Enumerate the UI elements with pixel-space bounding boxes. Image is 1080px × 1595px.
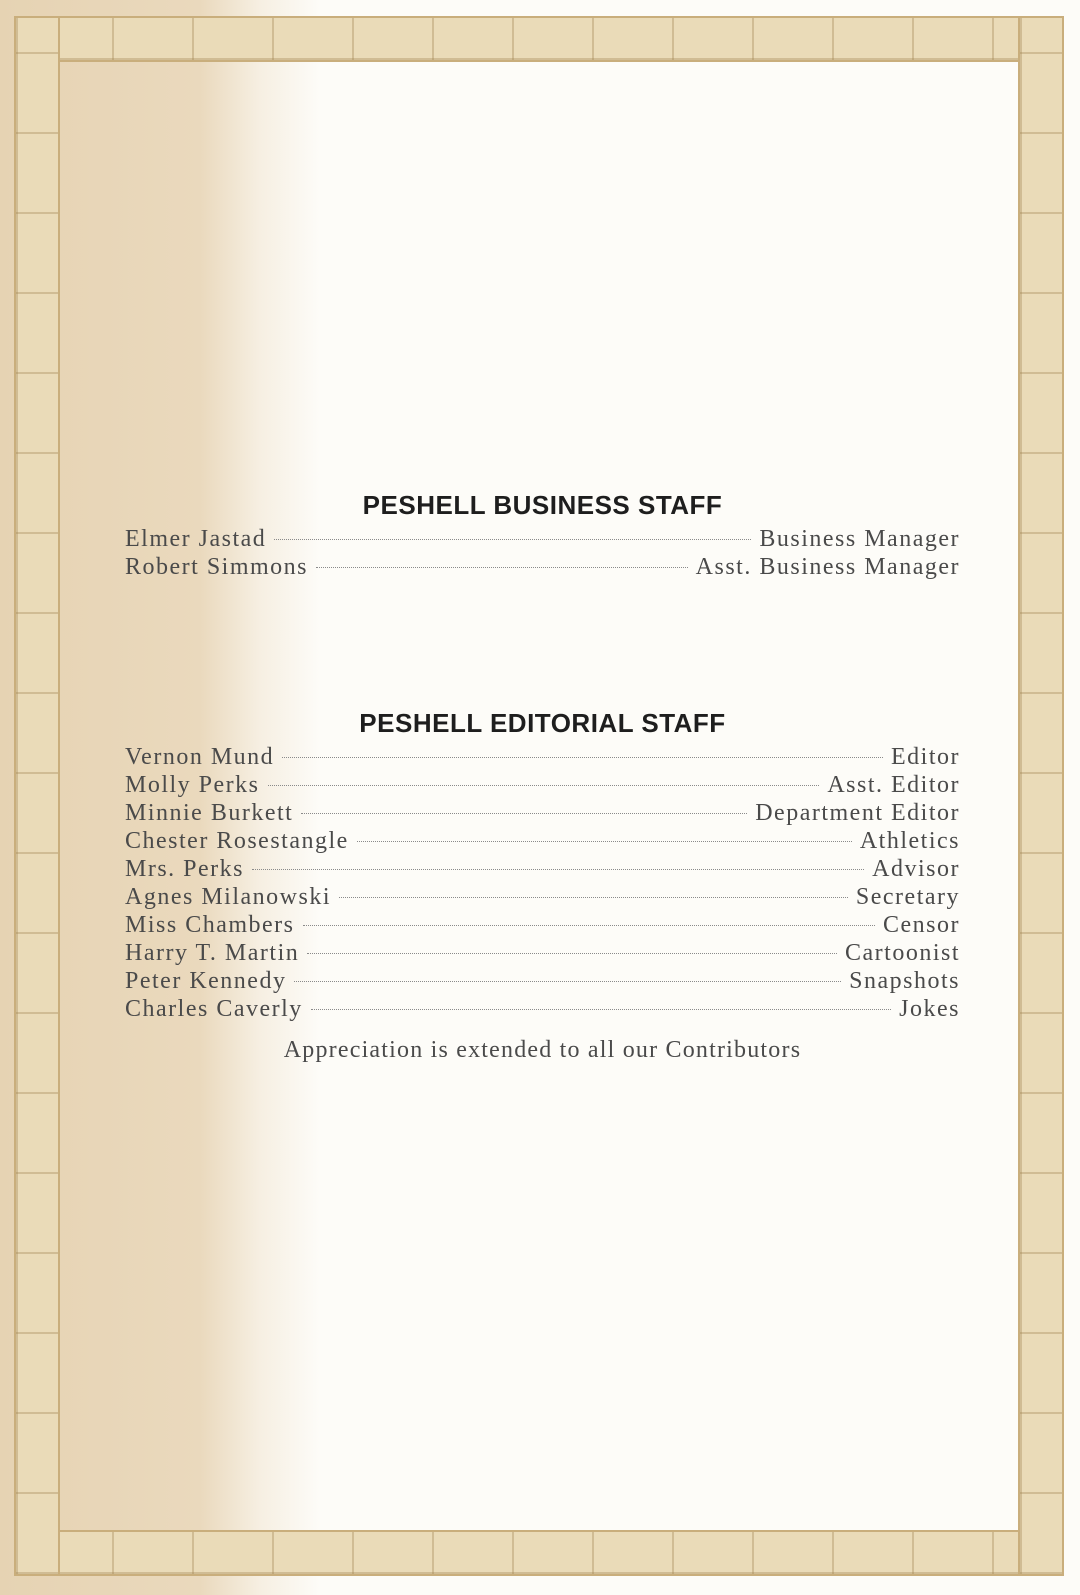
staff-role: Editor [891,744,960,770]
dot-leader [294,981,841,982]
dot-leader [252,869,864,870]
ornamental-border-right [1018,16,1064,1576]
staff-role: Business Manager [759,526,960,552]
staff-name: Miss Chambers [125,912,295,938]
staff-name: Molly Perks [125,772,260,798]
staff-row [125,855,960,883]
dot-leader [339,897,848,898]
staff-role: Athletics [859,828,960,854]
staff-row [125,967,960,995]
staff-role: Cartoonist [845,940,960,966]
staff-name: Minnie Burkett [125,800,294,826]
staff-role: Asst. Business Manager [695,554,960,580]
staff-row [125,883,960,911]
staff-role: Asst. Editor [827,772,960,798]
dot-leader [268,785,820,786]
staff-role: Secretary [855,884,960,910]
ornamental-border-bottom [30,1530,1042,1576]
staff-name: Elmer Jastad [125,526,267,552]
staff-name: Chester Rosestangle [125,828,349,854]
staff-row [125,525,960,553]
staff-row [125,743,960,771]
staff-name: Charles Caverly [125,996,303,1022]
staff-role: Advisor [872,856,960,882]
staff-name: Mrs. Perks [125,856,245,882]
ornamental-border-left [14,16,60,1576]
staff-name: Robert Simmons [125,554,309,580]
staff-name: Peter Kennedy [125,968,287,994]
business-staff-heading: PESHELL BUSINESS STAFF [362,490,723,520]
staff-row [125,771,960,799]
contributors-note: Appreciation is extended to all our Contributors [283,1037,802,1063]
dot-leader [274,539,751,540]
staff-role: Department Editor [755,800,960,826]
business-staff-list [125,525,960,581]
staff-row [125,911,960,939]
dot-leader [311,1009,891,1010]
editorial-staff-list [125,743,960,1023]
staff-role: Censor [883,912,960,938]
dot-leader [316,567,688,568]
staff-name: Agnes Milanowski [125,884,331,910]
dot-leader [301,813,747,814]
staff-row [125,995,960,1023]
staff-row [125,799,960,827]
editorial-staff-heading: PESHELL EDITORIAL STAFF [359,708,726,738]
editorial-staff-section [125,708,960,1064]
dot-leader [307,953,837,954]
staff-row [125,553,960,581]
business-staff-section [125,490,960,581]
staff-role: Jokes [899,996,960,1022]
staff-role: Snapshots [849,968,960,994]
dot-leader [303,925,876,926]
staff-name: Harry T. Martin [125,940,300,966]
dot-leader [357,841,852,842]
staff-row [125,827,960,855]
staff-row [125,939,960,967]
staff-name: Vernon Mund [125,744,275,770]
dot-leader [282,757,883,758]
ornamental-border-top [30,16,1042,62]
